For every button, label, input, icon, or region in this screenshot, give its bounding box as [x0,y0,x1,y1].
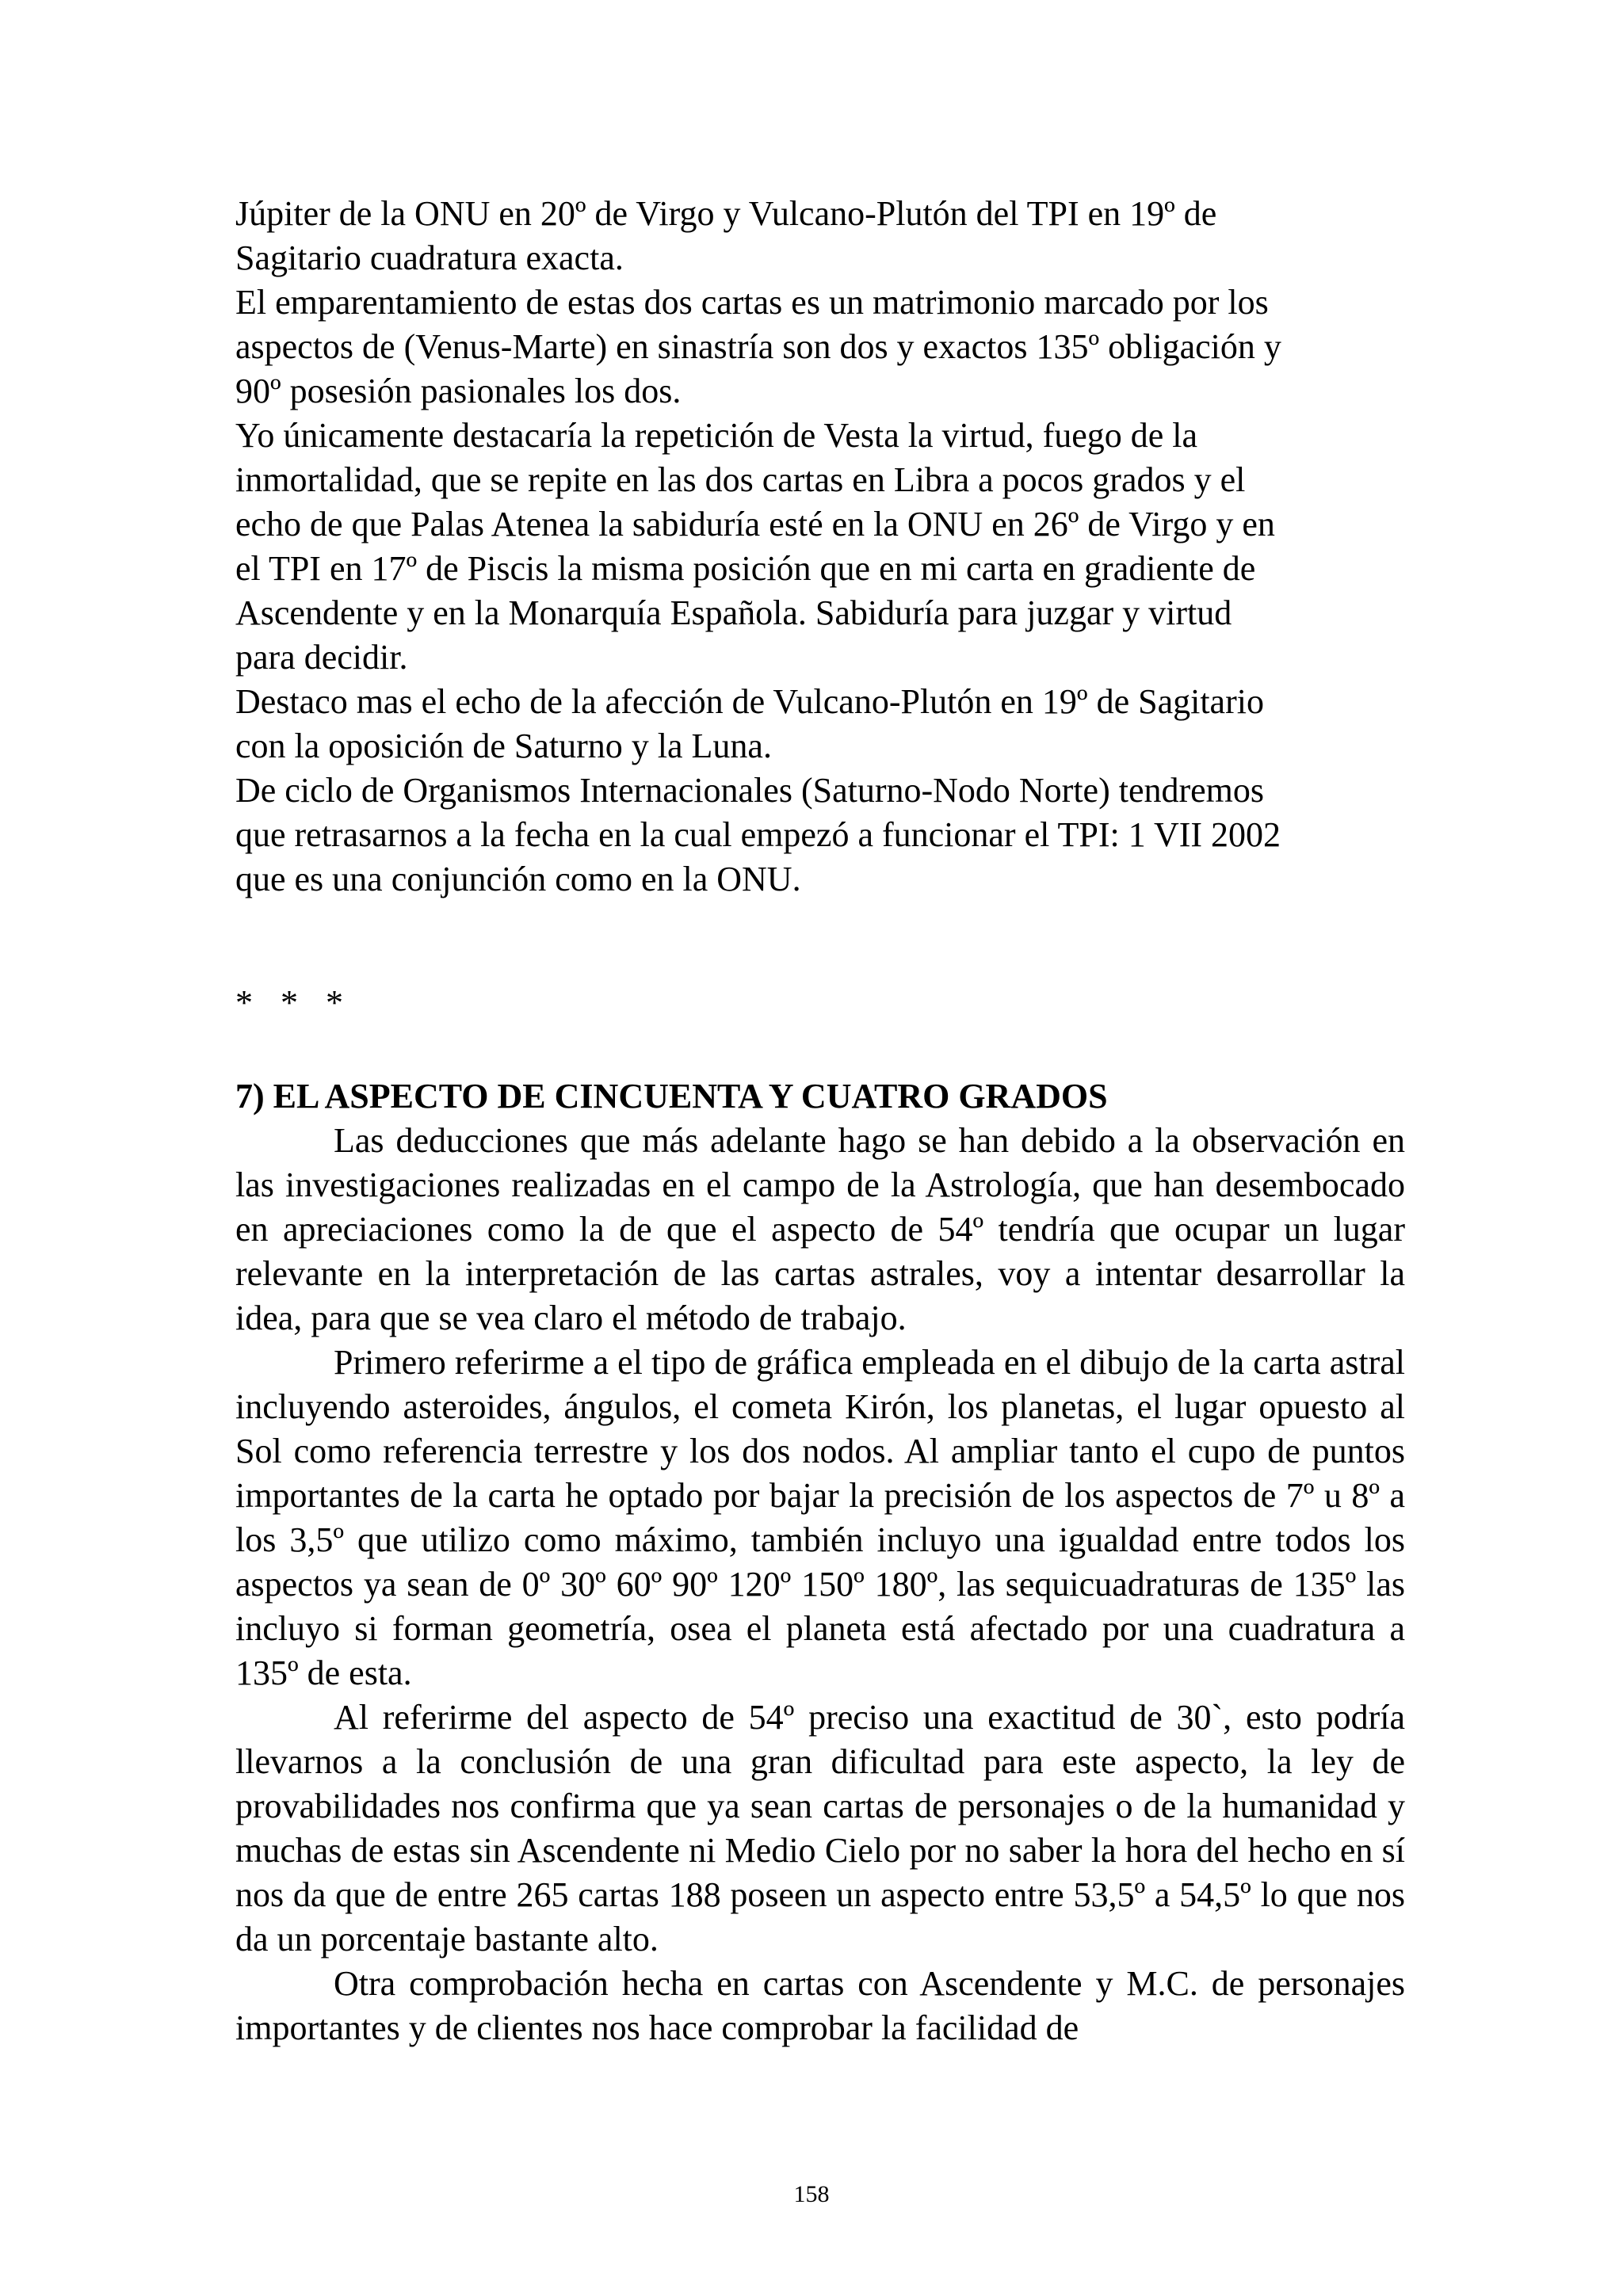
text-line: con la oposición de Saturno y la Luna. [235,727,772,765]
section-heading: 7) EL ASPECTO DE CINCUENTA Y CUATRO GRADOS [235,1077,1108,1116]
text-line: Sagitario cuadratura exacta. [235,238,624,277]
section-separator: * * * [235,983,353,1022]
text-line: que es una conjunción como en la ONU. [235,860,801,898]
text-line: inmortalidad, que se repite en las dos cartas en Libra a pocos grados y el [235,460,1246,499]
text-line: Ascendente y en la Monarquía Española. Sabiduría para juzgar y virtud [235,593,1232,632]
text-line: echo de que Palas Atenea la sabiduría esté en la ONU en 26º de Virgo y en [235,505,1275,543]
text-line: para decidir. [235,638,408,677]
text-line: Destaco mas el echo de la afección de Vulcano-Plutón en 19º de Sagitario [235,682,1264,721]
text-line: el TPI en 17º de Piscis la misma posición que en mi carta en gradiente de [235,549,1256,588]
text-line: que retrasarnos a la fecha en la cual empezó a funcionar el TPI: 1 VII 2002 [235,815,1281,854]
text-block-top [235,192,1405,902]
text-line: Júpiter de la ONU en 20º de Virgo y Vulcano-Plutón del TPI en 19º de [235,194,1217,233]
body-paragraph: Primero referirme a el tipo de gráfica empleada en el dibujo de la carta astral incluyendo asteroides, ángulos, el cometa Kirón, los planetas, el lugar opuesto al Sol como referencia terrestre y los dos nodos. Al ampliar tanto el cupo de puntos importantes de la carta he optado por bajar la precisión de los aspectos de 7º u 8º a los 3,5º que utilizo como máximo, también incluyo una igualdad entre todos los aspectos ya sean de 0º 30º 60º 90º 120º 150º 180º, las sequicuadraturas de 135º las incluyo si forman geometría, osea el planeta está afectado por una cuadratura a 135º de esta. [235,1343,1405,1692]
page-number: 158 [793,2181,830,2207]
body-paragraph: Otra comprobación hecha en cartas con Ascendente y M.C. de personajes importantes y de clientes nos hace comprobar la facilidad de [235,1964,1405,2047]
text-line: aspectos de (Venus-Marte) en sinastría son dos y exactos 135º obligación y [235,327,1281,366]
body-paragraph: Las deducciones que más adelante hago se han debido a la observación en las investigaciones realizadas en el campo de la Astrología, que han desembocado en apreciaciones como la de que el aspecto de 54º tendría que ocupar un lugar relevante en la interpretación de las cartas astrales, voy a intentar desarrollar la idea, para que se vea claro el método de trabajo. [235,1121,1405,1337]
section-54-degrees [235,1074,1405,2050]
text-line: Yo únicamente destacaría la repetición de Vesta la virtud, fuego de la [235,416,1198,455]
text-line: 90º posesión pasionales los dos. [235,372,682,410]
text-line: De ciclo de Organismos Internacionales (Saturno-Nodo Norte) tendremos [235,771,1265,810]
body-paragraph: Al referirme del aspecto de 54º preciso una exactitud de 30`, esto podría llevarnos a la conclusión de una gran dificultad para este aspecto, la ley de provabilidades nos confirma que ya sean cartas de personajes o de la humanidad y muchas de estas sin Ascendente ni Medio Cielo por no saber la hora del hecho en sí nos da que de entre 265 cartas 188 poseen un aspecto entre 53,5º a 54,5º lo que nos da un porcentaje bastante alto. [235,1698,1405,1958]
text-line: El emparentamiento de estas dos cartas es un matrimonio marcado por los [235,283,1269,322]
